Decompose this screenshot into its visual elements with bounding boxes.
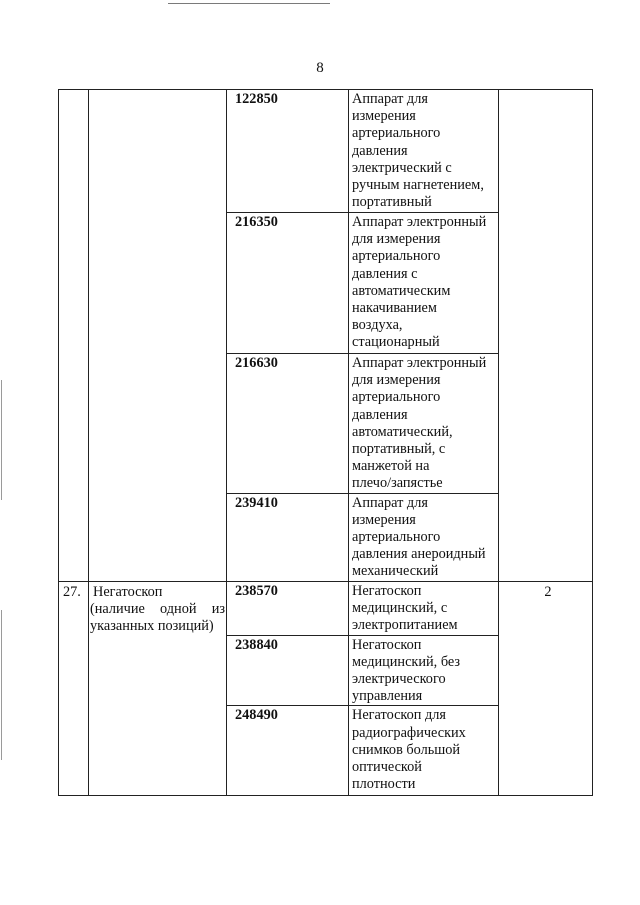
code-cell	[227, 635, 349, 706]
description-cell	[349, 635, 499, 706]
table-row	[59, 90, 593, 213]
equipment-description: Негатоскоп для радиографических снимков большой оптической плотности	[352, 707, 466, 793]
scan-top-line	[168, 3, 330, 4]
quantity-cell-empty	[499, 90, 593, 582]
equipment-description: Аппарат для измерения артериального давления электрический с ручным нагнетением, портативный	[352, 91, 484, 211]
code-cell	[227, 493, 349, 581]
equipment-code: 216350	[235, 214, 278, 230]
code-cell	[227, 581, 349, 635]
equipment-code: 248490	[235, 707, 278, 724]
quantity-cell	[499, 581, 593, 796]
item-name	[89, 582, 226, 636]
page-number: 8	[316, 60, 324, 76]
code-cell	[227, 354, 349, 494]
table-row	[59, 581, 593, 635]
equipment-code: 239410	[235, 494, 278, 511]
equipment-description: Аппарат электронный для измерения артериального давления с автоматическим накачиванием воздуха, стационарный	[352, 214, 487, 351]
equipment-description: Негатоскоп медицинский, без электрического управления	[352, 636, 461, 705]
equipment-description: Негатоскоп медицинский, с электропитанием	[352, 582, 458, 634]
number-cell	[59, 581, 89, 796]
description-cell	[349, 354, 499, 494]
description-cell	[349, 493, 499, 581]
code-cell	[227, 213, 349, 354]
description-cell	[349, 706, 499, 796]
equipment-code: 122850	[235, 91, 278, 107]
equipment-code: 238570	[235, 582, 278, 599]
description-cell	[349, 90, 499, 213]
name-cell	[89, 581, 227, 796]
item-name-line: указанных позиций)	[90, 618, 214, 635]
scan-left-edge-mark	[1, 610, 2, 760]
equipment-code: 238840	[235, 636, 278, 653]
description-cell	[349, 581, 499, 635]
code-cell	[227, 90, 349, 213]
item-name-line: Негатоскоп	[93, 583, 163, 600]
equipment-table	[58, 89, 593, 796]
name-cell-empty	[89, 90, 227, 582]
item-quantity: 2	[544, 583, 552, 600]
scan-left-edge-mark	[1, 380, 2, 500]
code-cell	[227, 706, 349, 796]
equipment-description: Аппарат для измерения артериального давления анероидный механический	[352, 494, 486, 580]
item-name-line: (наличие одной из	[90, 600, 225, 617]
equipment-code: 216630	[235, 355, 278, 371]
number-cell-empty	[59, 90, 89, 582]
description-cell	[349, 213, 499, 354]
item-number: 27.	[63, 583, 81, 600]
equipment-description: Аппарат электронный для измерения артериального давления автоматический, портативный, с манжетой на плечо/запястье	[352, 355, 487, 492]
